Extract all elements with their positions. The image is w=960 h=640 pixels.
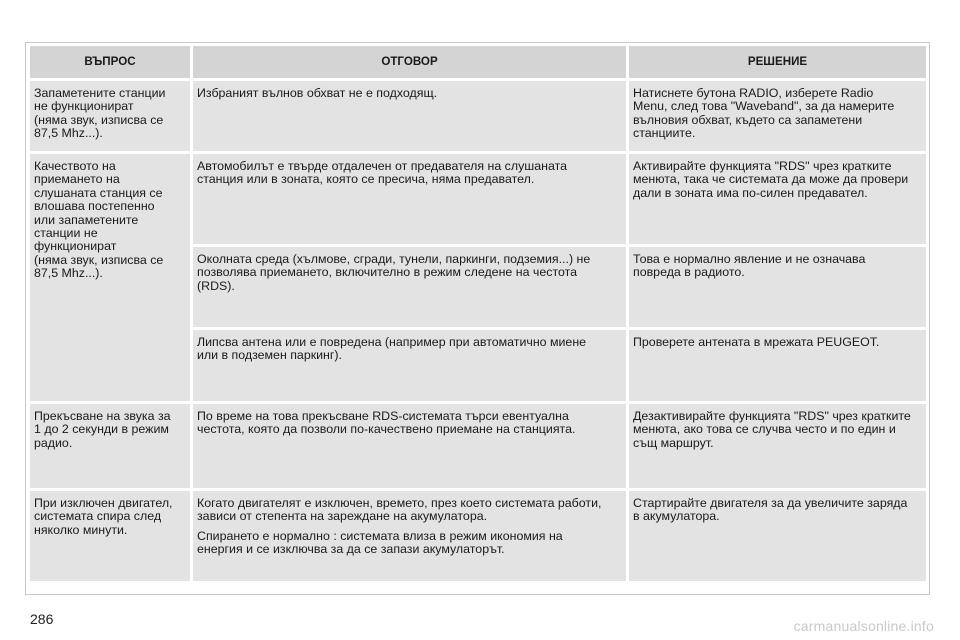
answer-text: Когато двигателят е изключен, времето, през което системата работи, зависи от степента на зареждане на акумулатора. [197, 496, 602, 524]
solution-text: Стартирайте двигателя за да увеличите заряда в акумулатора. [633, 496, 908, 524]
troubleshooting-table [30, 46, 926, 581]
page-number: 286 [30, 611, 54, 627]
answer-text: Околната среда (хълмове, сгради, тунели, паркинги, подземия...) не позволява приемането, включително в режим следене на честота (RDS). [197, 252, 591, 293]
table-row [30, 78, 926, 151]
question-text: При изключен двигател, системата спира след няколко минути. [34, 496, 173, 537]
solution-text: Дезактивирайте функцията "RDS" чрез кратките менюта, ако това се случва често и по един и същ маршрут. [633, 409, 911, 450]
answer-cell [193, 151, 629, 244]
solution-text: Проверете антената в мрежата PEUGEOT. [633, 335, 880, 349]
answer-cell [193, 327, 629, 401]
answer-text: Автомобилът е твърде отдалечен от предавателя на слушаната станция или в зоната, която се пресича, няма предавател. [197, 159, 568, 187]
solution-cell [629, 401, 926, 488]
answer-cell [193, 401, 629, 488]
answer-cell [193, 244, 629, 327]
table-row [30, 401, 926, 488]
table-header-row [30, 46, 926, 78]
question-text: Запаметените станции не функционират (няма звук, изписва се 87,5 Mhz...). [34, 86, 166, 141]
question-cell [30, 78, 193, 151]
answer-cell [193, 78, 629, 151]
solution-text: Това е нормално явление и не означава повреда в радиото. [633, 252, 866, 280]
question-text: Прекъсване на звука за 1 до 2 секунди в режим радио. [34, 409, 171, 450]
question-cell [30, 401, 193, 488]
question-cell [30, 488, 193, 581]
answer-text: Избраният вълнов обхват не е подходящ. [197, 86, 438, 100]
solution-cell [629, 488, 926, 581]
answer-cell [193, 488, 629, 581]
solution-cell [629, 327, 926, 401]
table-row [30, 488, 926, 581]
solution-cell [629, 78, 926, 151]
header-solution: РЕШЕНИЕ [629, 46, 926, 78]
table-row [30, 151, 926, 244]
answer-text: По време на това прекъсване RDS-системата търси евентуална честота, която да позволи по-качествено приемане на станцията. [197, 409, 576, 437]
answer-text: Липсва антена или е повредена (например при автоматично миене или в подземен паркинг). [197, 335, 587, 363]
solution-cell [629, 151, 926, 244]
solution-text: Активирайте функцията "RDS" чрез кратките менюта, така че системата да може да провери дали в зоната има по-силен предавател. [633, 159, 909, 200]
header-answer: ОТГОВОР [193, 46, 629, 78]
question-text: Качеството на приемането на слушаната станция се влошава постепенно или запаметените станции не функционират (няма звук, изписва се 87,5 Mhz...). [34, 159, 164, 281]
question-cell [30, 151, 193, 401]
solution-text: Натиснете бутона RADIO, изберете Radio Menu, след това "Waveband", за да намерите вълновия обхват, където са запаметени станциите. [633, 86, 895, 141]
watermark: carmanualsonline.info [793, 618, 934, 634]
header-question: ВЪПРОС [30, 46, 193, 78]
answer-text: Спирането е нормално : системата влиза в режим икономия на енергия и се изключва за да се запази акумулаторът. [197, 528, 563, 557]
solution-cell [629, 244, 926, 327]
